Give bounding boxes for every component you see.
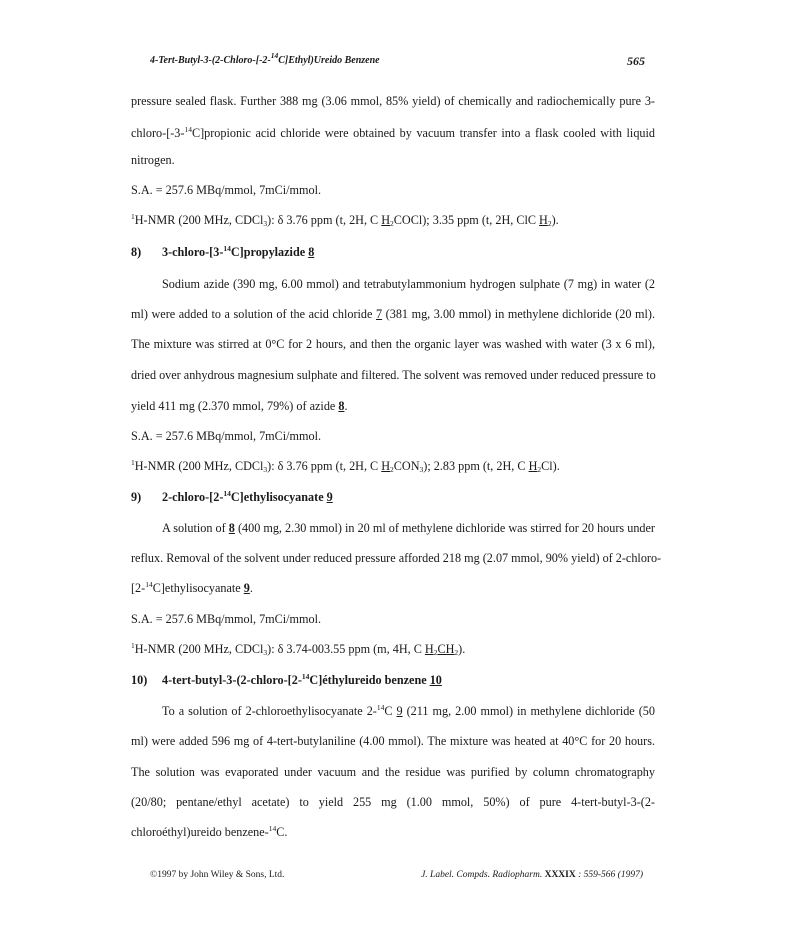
section-10-line2: ml) were added 596 mg of 4-tert-butylaniline (4.00 mmol). The mixture was heated at 40°C for 20 hours.: [131, 734, 655, 748]
para1-line3: nitrogen.: [131, 153, 175, 167]
section-8-nmr: $^1$H-NMR (200 MHz, CDCl$_3$): δ 3.76 ppm (t, 2H, C $H_2CON_3$); 2.83 ppm (t, 2H, C $H_2Cl$).: [131, 458, 560, 474]
section-8-line2: ml) were added to a solution of the acid chloride 7 (381 mg, 3.00 mmol) in methylene dichloride (20 ml).: [131, 307, 656, 321]
para1-line2: chloro-[-3-$^{14}$C]propionic acid chloride were obtained by vacuum transfer into a flask cooled with liquid: [131, 125, 655, 140]
section-9-line3: [2-$^{14}$C]ethylisocyanate 9.: [131, 580, 253, 595]
section-8-line5: yield 411 mg (2.370 mmol, 79%) of azide 8.: [131, 399, 348, 413]
section-8-line1: Sodium azide (390 mg, 6.00 mmol) and tetrabutylammonium hydrogen sulphate (7 mg) in water (2: [162, 277, 655, 291]
para1-line1: pressure sealed flask. Further 388 mg (3.06 mmol, 85% yield) of chemically and radiochemically pure 3-: [131, 94, 655, 108]
running-head-title: 4-Tert-Butyl-3-(2-Chloro-[-2-$^{14}$C]Ethyl)Ureido Benzene: [150, 51, 380, 66]
section-9-line1: A solution of 8 (400 mg, 2.30 mmol) in 20 ml of methylene dichloride was stirred for 20 hours under: [162, 521, 655, 535]
section-10-line4: (20/80; pentane/ethyl acetate) to yield 255 mg (1.00 mmol, 50%) of pure 4-tert-butyl-3-(2-: [131, 795, 655, 809]
section-8-specific-activity: S.A. = 257.6 MBq/mmol, 7mCi/mmol.: [131, 429, 322, 443]
para1-nmr: $^1$H-NMR (200 MHz, CDCl$_3$): δ 3.76 ppm (t, 2H, C $H_2COCl$); 3.35 ppm (t, 2H, ClC $H_2$).: [131, 212, 559, 228]
copyright: ©1997 by John Wiley & Sons, Ltd.: [150, 870, 285, 880]
section-10-line5: chloroéthyl)ureido benzene-$^{14}$C.: [131, 824, 288, 839]
section-9-heading: 9) 2-chloro-[2-$^{14}$C]ethylisocyanate 9: [131, 489, 333, 504]
section-9-nmr: $^1$H-NMR (200 MHz, CDCl$_3$): δ 3.74-003.55 ppm (m, 4H, C $H_2CH_2$).: [131, 641, 466, 657]
section-10-line3: The solution was evaporated under vacuum and the residue was purified by column chromatography: [131, 765, 655, 779]
journal-citation: J. Label. Compds. Radiopharm. XXXIX : 559-566 (1997): [421, 870, 643, 880]
page-number: 565: [627, 54, 645, 68]
section-10-heading: 10) 4-tert-butyl-3-(2-chloro-[2-$^{14}$C]éthylureido benzene 10: [131, 672, 442, 687]
section-10-line1: To a solution of 2-chloroethylisocyanate 2-$^{14}$C 9 (211 mg, 2.00 mmol) in methylene dichloride (50: [162, 703, 655, 718]
running-head: [150, 51, 645, 71]
section-9-line2: reflux. Removal of the solvent under reduced pressure afforded 218 mg (2.07 mmol, 90% yield) of 2-chloro-: [131, 551, 662, 565]
section-9-specific-activity: S.A. = 257.6 MBq/mmol, 7mCi/mmol.: [131, 612, 322, 626]
section-8-line4: dried over anhydrous magnesium sulphate and filtered. The solvent was removed under reduced pressure to: [131, 368, 656, 382]
section-8-line3: The mixture was stirred at 0°C for 2 hours, and then the organic layer was washed with water (3 x 6 ml),: [131, 337, 655, 351]
page-footer: [150, 870, 643, 884]
section-8-heading: 8) 3-chloro-[3-$^{14}$C]propylazide 8: [131, 244, 315, 259]
para1-specific-activity: S.A. = 257.6 MBq/mmol, 7mCi/mmol.: [131, 183, 322, 197]
